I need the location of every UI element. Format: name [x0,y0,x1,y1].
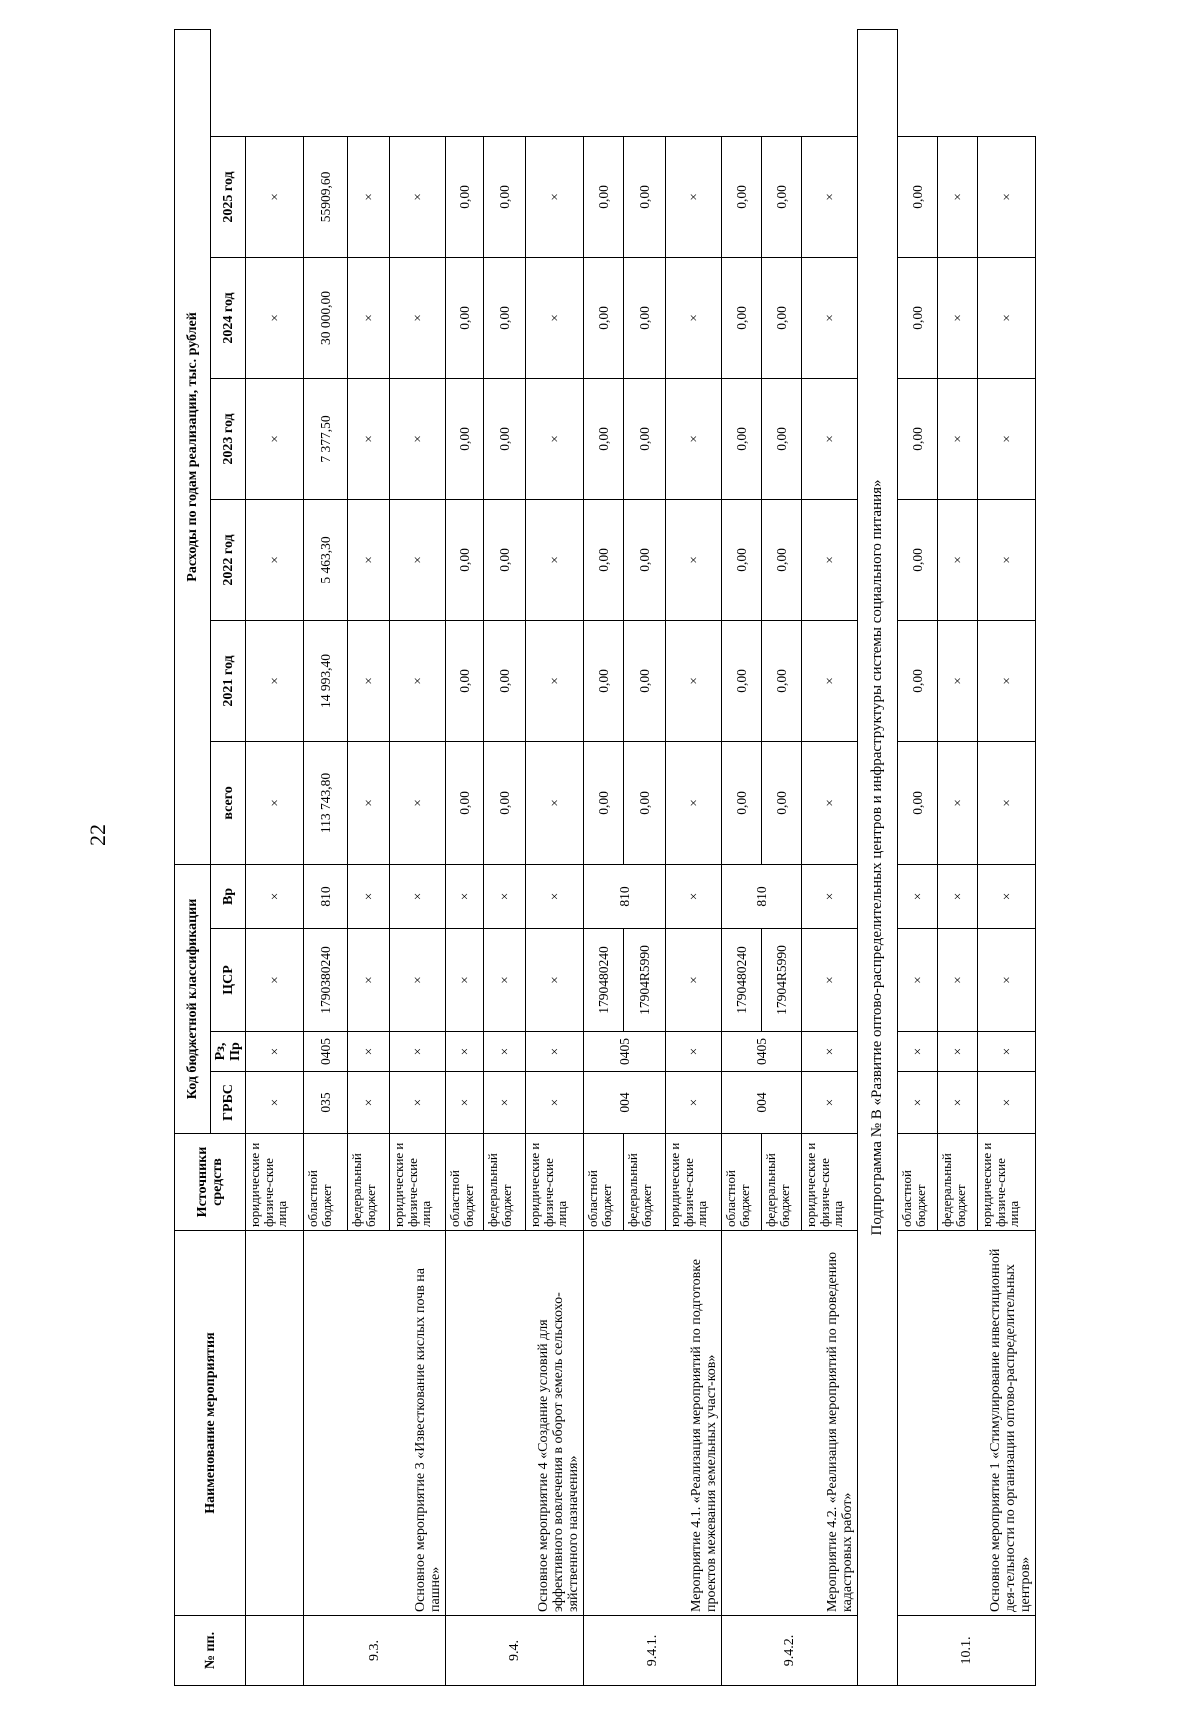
cell-2025: 0,00 [584,136,624,257]
cell-2025: 0,00 [722,136,762,257]
cell-num: 9.4.2. [722,1616,858,1686]
cell-2023: 0,00 [624,378,666,499]
cell-2022: × [802,499,858,620]
cell-2025: 0,00 [762,136,802,257]
cell-source: областной бюджет [722,1134,762,1231]
cell-2021: 0,00 [584,620,624,741]
cell-source: федеральный бюджет [938,1134,978,1231]
cell-2022: 0,00 [762,499,802,620]
cell-2024: 0,00 [762,257,802,378]
subprogram-row [858,29,898,1685]
cell-total: × [348,741,390,864]
cell-rzpr: × [348,1032,390,1072]
cell-rzpr: × [390,1032,446,1072]
cell-grbs: × [978,1072,1036,1134]
budget-table-rotated [174,30,1088,1686]
cell-csr: × [898,929,938,1032]
cell-csr: × [666,929,722,1032]
cell-2025: × [802,136,858,257]
cell-source: юридические и физиче-ские лица [978,1134,1036,1231]
cell-total: 0,00 [722,741,762,864]
cell-grbs: × [446,1072,484,1134]
cell-rzpr: × [898,1032,938,1072]
cell-vr: × [938,864,978,928]
budget-table [174,29,1036,1686]
cell-csr: × [978,929,1036,1032]
cell-source: юридические и физиче-ские лица [802,1134,858,1231]
cell-csr: × [938,929,978,1032]
cell-2025: × [526,136,584,257]
cell-2021: × [938,620,978,741]
header-2023: 2023 год [211,378,246,499]
cell-rzpr: × [484,1032,526,1072]
cell-source: федеральный бюджет [348,1134,390,1231]
cell-2023: × [666,378,722,499]
cell-num: 9.3. [304,1616,446,1686]
cell-2023: × [246,378,304,499]
header-bk-group: Код бюджетной классификации [175,864,211,1133]
cell-source: юридические и физиче-ские лица [526,1134,584,1231]
header-2025: 2025 год [211,136,246,257]
cell-2023: 0,00 [762,378,802,499]
cell-2022: 0,00 [722,499,762,620]
cell-csr: × [526,929,584,1032]
cell-grbs: 035 [304,1072,348,1134]
page-number: 22 [85,824,110,846]
cell-2021: × [978,620,1036,741]
cell-source: юридические и физиче-ские лица [666,1134,722,1231]
cell-2025: × [348,136,390,257]
cell-2021: 14 993,40 [304,620,348,741]
cell-source: областной бюджет [446,1134,484,1231]
cell-grbs: × [898,1072,938,1134]
cell-total: × [390,741,446,864]
cell-2024: 30 000,00 [304,257,348,378]
cell-2021: 0,00 [484,620,526,741]
cell-2023: × [978,378,1036,499]
cell-source: федеральный бюджет [624,1134,666,1231]
header-expenses-group: Расходы по годам реализации, тыс. рублей [175,29,211,864]
cell-total: 0,00 [446,741,484,864]
cell-csr: 17904R5990 [624,929,666,1032]
cell-name: Основное мероприятие 3 «Известкование кислых почв на пашне» [304,1231,446,1616]
cell-rzpr: × [666,1032,722,1072]
cell-num: 9.4. [446,1616,584,1686]
cell-vr: × [802,864,858,928]
cell-2022: 0,00 [624,499,666,620]
table-row [446,29,484,1685]
cell-2023: 0,00 [584,378,624,499]
cell-2023: 0,00 [722,378,762,499]
cell-rzpr: × [978,1032,1036,1072]
cell-csr: × [484,929,526,1032]
cell-2024: 0,00 [484,257,526,378]
cell-vr: × [898,864,938,928]
cell-vr: × [484,864,526,928]
header-2024: 2024 год [211,257,246,378]
cell-2023: × [348,378,390,499]
cell-rzpr: 0405 [304,1032,348,1072]
cell-rzpr: × [802,1032,858,1072]
cell-total: × [246,741,304,864]
cell-2022: × [666,499,722,620]
cell-total: 0,00 [762,741,802,864]
table-row [246,29,304,1685]
cell-vr: × [446,864,484,928]
cell-2023: 0,00 [484,378,526,499]
cell-vr: 810 [584,864,666,928]
cell-2025: × [246,136,304,257]
cell-2025: 0,00 [898,136,938,257]
cell-csr: 17904R5990 [762,929,802,1032]
cell-vr: 810 [722,864,802,928]
cell-2025: 0,00 [624,136,666,257]
cell-csr: 1790480240 [584,929,624,1032]
cell-2024: × [666,257,722,378]
cell-source: федеральный бюджет [762,1134,802,1231]
cell-grbs: × [390,1072,446,1134]
cell-total: 0,00 [898,741,938,864]
cell-2021: 0,00 [762,620,802,741]
cell-grbs: × [484,1072,526,1134]
cell-total: × [666,741,722,864]
cell-rzpr: 0405 [584,1032,666,1072]
cell-2022: × [246,499,304,620]
cell-2024: 0,00 [584,257,624,378]
cell-csr: 1790380240 [304,929,348,1032]
cell-grbs: 004 [584,1072,666,1134]
cell-2025: × [938,136,978,257]
header-row-1 [175,29,211,1685]
cell-2023: × [390,378,446,499]
cell-2021: × [348,620,390,741]
cell-2025: × [666,136,722,257]
subprogram-title: Подпрограмма № В «Развитие оптово-распределительных центров и инфраструктуры системы социального питания» [858,29,898,1685]
header-csr: ЦСР [211,929,246,1032]
cell-2025: 0,00 [484,136,526,257]
table-row [304,29,348,1685]
cell-2021: 0,00 [722,620,762,741]
cell-2024: × [978,257,1036,378]
cell-2023: × [526,378,584,499]
header-num: № пп. [175,1616,246,1686]
cell-grbs: × [666,1072,722,1134]
cell-2024: × [938,257,978,378]
cell-2022: 5 463,30 [304,499,348,620]
cell-vr: 810 [304,864,348,928]
cell-grbs: × [938,1072,978,1134]
cell-2022: 0,00 [898,499,938,620]
header-total: всего [211,741,246,864]
cell-vr: × [978,864,1036,928]
cell-source: юридические и физиче-ские лица [390,1134,446,1231]
cell-csr: × [446,929,484,1032]
table-row [722,29,762,1685]
cell-grbs: × [802,1072,858,1134]
cell-2024: 0,00 [898,257,938,378]
cell-rzpr: 0405 [722,1032,802,1072]
cell-2023: × [802,378,858,499]
cell-csr: × [246,929,304,1032]
cell-2021: 0,00 [898,620,938,741]
header-rzpr: Рз, Пр [211,1032,246,1072]
cell-csr: 1790480240 [722,929,762,1032]
header-grbs: ГРБС [211,1072,246,1134]
cell-2024: × [526,257,584,378]
cell-rzpr: × [246,1032,304,1072]
cell-2021: × [802,620,858,741]
cell-2024: 0,00 [446,257,484,378]
cell-grbs: × [246,1072,304,1134]
cell-2022: × [978,499,1036,620]
cell-total: 0,00 [484,741,526,864]
cell-num [246,1616,304,1686]
cell-name: Мероприятие 4.2. «Реализация мероприятий по проведению кадастровых работ» [722,1231,858,1616]
cell-name: Мероприятие 4.1. «Реализация мероприятий по подготовке проектов межевания земельных участ-ков» [584,1231,722,1616]
cell-source: областной бюджет [584,1134,624,1231]
header-name: Наименование мероприятия [175,1231,246,1616]
cell-2025: 55909,60 [304,136,348,257]
cell-total: × [526,741,584,864]
cell-2023: 0,00 [898,378,938,499]
cell-grbs: × [348,1072,390,1134]
cell-vr: × [666,864,722,928]
cell-2024: 0,00 [722,257,762,378]
cell-total: × [938,741,978,864]
cell-vr: × [526,864,584,928]
header-vr: Вр [211,864,246,928]
cell-2025: 0,00 [446,136,484,257]
cell-2022: × [526,499,584,620]
cell-rzpr: × [446,1032,484,1072]
cell-2024: 0,00 [624,257,666,378]
cell-2025: × [390,136,446,257]
cell-2022: × [938,499,978,620]
cell-2022: 0,00 [446,499,484,620]
cell-2024: × [390,257,446,378]
cell-2025: × [978,136,1036,257]
header-source: Источники средств [175,1134,246,1231]
table-row [584,29,624,1685]
cell-2022: 0,00 [584,499,624,620]
table-row [898,29,938,1685]
cell-csr: × [348,929,390,1032]
cell-rzpr: × [938,1032,978,1072]
cell-2021: × [390,620,446,741]
cell-2022: 0,00 [484,499,526,620]
cell-total: 0,00 [624,741,666,864]
cell-2021: × [666,620,722,741]
cell-num: 10.1. [898,1616,1036,1686]
cell-name [246,1231,304,1616]
cell-2021: 0,00 [624,620,666,741]
cell-grbs: × [526,1072,584,1134]
cell-2024: × [802,257,858,378]
cell-2024: × [246,257,304,378]
cell-total: × [802,741,858,864]
cell-grbs: 004 [722,1072,802,1134]
cell-vr: × [390,864,446,928]
header-2021: 2021 год [211,620,246,741]
cell-2021: × [246,620,304,741]
cell-csr: × [390,929,446,1032]
cell-vr: × [246,864,304,928]
cell-vr: × [348,864,390,928]
cell-num: 9.4.1. [584,1616,722,1686]
cell-source: юридические и физиче-ские лица [246,1134,304,1231]
cell-total: 113 743,80 [304,741,348,864]
cell-source: областной бюджет [304,1134,348,1231]
cell-2021: 0,00 [446,620,484,741]
cell-2023: × [938,378,978,499]
cell-2022: × [390,499,446,620]
cell-2023: 0,00 [446,378,484,499]
cell-name: Основное мероприятие 4 «Создание условий для эффективного вовлечения в оборот земель сельскохо-зяйственного назначения» [446,1231,584,1616]
cell-name: Основное мероприятие 1 «Стимулирование инвестиционной дея-тельности по организации оптово-распределительных центров» [898,1231,1036,1616]
cell-2023: 7 377,50 [304,378,348,499]
cell-source: федеральный бюджет [484,1134,526,1231]
cell-total: 0,00 [584,741,624,864]
cell-total: × [978,741,1036,864]
cell-2021: × [526,620,584,741]
cell-2024: × [348,257,390,378]
cell-csr: × [802,929,858,1032]
cell-source: областной бюджет [898,1134,938,1231]
cell-rzpr: × [526,1032,584,1072]
cell-2022: × [348,499,390,620]
header-2022: 2022 год [211,499,246,620]
